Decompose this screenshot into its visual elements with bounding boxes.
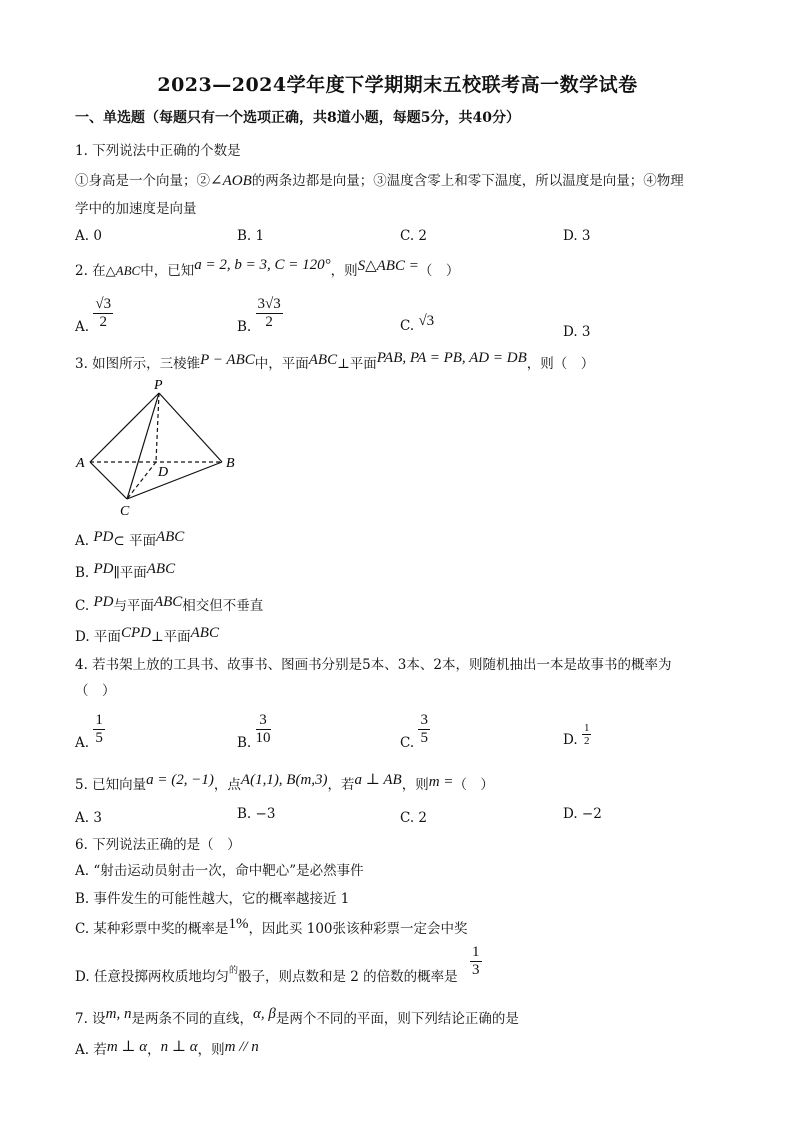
q2-area: S△ABC = (357, 258, 419, 274)
q4-d-fraction (582, 722, 592, 747)
q7-a-m3: m // n (224, 1039, 259, 1055)
q6-c-percent: 1% (228, 916, 249, 932)
q6-d-mid: 骰子，则点数和是 2 的倍数的概率是 (237, 969, 458, 985)
q5-perp: a ⊥ AB (354, 772, 402, 788)
q4-a-label: A. (75, 735, 90, 751)
q3-c-m2: ABC (153, 594, 183, 610)
q6-c-pre: C. 某种彩票中奖的概率是 (75, 921, 229, 937)
q7-option-a (75, 1041, 259, 1059)
q3-a-pre: A. (75, 533, 94, 549)
q3-a-m2: ABC (155, 529, 185, 545)
q6-d-pre: D. 任意投掷两枚质地均匀 (75, 969, 229, 985)
q5-option-c: C. 2 (400, 810, 428, 826)
label-p: P (154, 378, 163, 393)
q5-points: A(1,1), B(m,3) (240, 772, 328, 788)
q1-text-b: 的两条边都是向量；③温度含零上和零下温度，所以温度是向量；④物理 (251, 173, 684, 189)
q5-stem (75, 772, 494, 794)
q1-option-c: C. 2 (400, 228, 428, 244)
q7-a-pre: A. 若 (75, 1042, 107, 1058)
q3-d-m2: ABC (190, 625, 219, 641)
q4-c-label: C. (400, 735, 415, 751)
q4-c-num: 3 (420, 712, 428, 728)
q3-option-b (75, 561, 176, 582)
q1-text-a: ①身高是一个向量；② (75, 173, 210, 189)
label-a: A (76, 456, 85, 471)
q4-d-num: 1 (583, 722, 590, 734)
q3-c-post: 相交但不垂直 (182, 598, 264, 614)
q7-a-m1: m ⊥ α (106, 1039, 148, 1055)
q4-option-d (563, 722, 591, 747)
q2-b-den: 2 (265, 314, 273, 330)
q1-option-b: B. 1 (237, 228, 265, 244)
q3-option-d (75, 625, 219, 646)
q3-option-c (75, 594, 264, 615)
q7-a-then: ，则 (197, 1042, 225, 1058)
q2-option-d: D. 3 (563, 324, 591, 340)
q1-angle: ∠AOB (210, 173, 252, 189)
q6-d-den: 3 (472, 962, 480, 978)
q7-alpha-beta: α, β (253, 1006, 276, 1022)
label-d: D (158, 465, 169, 480)
q4-option-a (75, 712, 105, 751)
q2-a-label: A. (75, 319, 90, 335)
q3-a-txt: ⊂ 平面 (113, 533, 156, 549)
q7-pre: 7. 设 (75, 1011, 106, 1027)
q3-c-txt: 与平面 (113, 598, 154, 614)
q3-option-a (75, 529, 185, 550)
q6-d-num: 1 (472, 944, 480, 960)
q2-option-c (400, 313, 435, 335)
q2-b-fraction (256, 296, 283, 331)
q4-option-b (237, 712, 271, 751)
q2-a-den: 2 (99, 314, 107, 330)
q4-option-c (400, 712, 430, 751)
q6-c-post: ，因此买 100张该种彩票一定会中奖 (248, 921, 468, 937)
q5-mid2: ，若 (327, 777, 355, 793)
q4-d-label: D. (563, 732, 578, 748)
q2-b-label: B. (237, 319, 252, 335)
edge-ac (90, 462, 127, 499)
q3-stem (75, 350, 595, 373)
q1-line3: 学中的加速度是向量 (75, 201, 197, 217)
q2-option-a (75, 296, 113, 335)
q4-a-fraction (93, 712, 105, 747)
q6-option-b: B. 事件发生的可能性越大，它的概率越接近 1 (75, 891, 350, 907)
q2-condition: a = 2, b = 3, C = 120° (194, 257, 331, 273)
q3-c-m1: PD (93, 594, 114, 610)
q7-post: 是两个不同的平面，则下列结论正确的是 (275, 1011, 519, 1027)
page-title: 2023—2024学年度下学期期末五校联考高一数学试卷 (157, 74, 638, 96)
q3-post: ，则（ ） (526, 356, 595, 372)
q5-option-d: D. −2 (563, 806, 602, 822)
q4-stem: 4. 若书架上放的工具书、故事书、图画书分别是5本、3本、2本，则随机抽出一本是故事书的概率为 (75, 657, 672, 673)
q2-a-fraction (93, 296, 113, 331)
q2-c-label: C. (400, 318, 415, 334)
q4-d-den: 2 (583, 735, 590, 747)
q2-stem (75, 257, 460, 280)
q7-mid: 是两条不同的直线， (131, 1011, 254, 1027)
q3-b-m2: ABC (146, 561, 176, 577)
q6-d-fraction (470, 944, 482, 979)
q6-option-a: A. “射击运动员射击一次，命中靶心”是必然事件 (75, 863, 364, 879)
q4-b-label: B. (237, 735, 252, 751)
q3-perp: ⊥平面 (337, 356, 377, 372)
q7-mn: m, n (105, 1006, 132, 1022)
q2-post: ，则 (330, 263, 358, 279)
q7-a-m2: n ⊥ α (160, 1039, 198, 1055)
q3-c-pre: C. (75, 598, 94, 614)
q6-d-small: 的 (228, 966, 238, 976)
q3-b-txt: ∥平面 (113, 565, 147, 581)
q6-d-fraction-wrap (470, 944, 482, 979)
q5-mid1: ，点 (213, 777, 241, 793)
q6-option-c (75, 916, 468, 938)
q3-condition: PAB, PA = PB, AD = DB (376, 350, 527, 366)
q5-pre: 5. 已知向量 (75, 777, 147, 793)
q2-mid: 中，已知 (140, 263, 195, 279)
q3-mid: 中，平面 (254, 356, 309, 372)
q3-pre: 3. 如图所示，三棱锥 (75, 356, 201, 372)
q3-d-m1: CPD (120, 625, 151, 641)
q4-b-num: 3 (256, 712, 271, 730)
q3-b-m1: PD (93, 561, 114, 577)
q4-b-fraction (256, 712, 271, 747)
q2-c-value: √3 (418, 313, 435, 329)
q1-option-a: A. 0 (75, 228, 102, 244)
q6-option-d (75, 968, 458, 988)
q3-d-txt: ⊥平面 (150, 629, 191, 645)
q1-stem: 1. 下列说法中正确的个数是 (75, 143, 241, 159)
q2-a-num: √3 (95, 296, 112, 312)
section-heading: 一、单选题（每题只有一个选项正确，共8道小题，每题5分，共40分） (75, 110, 520, 126)
label-b: B (226, 456, 235, 471)
q5-vector: a = (2, −1) (146, 772, 214, 788)
q3-plane: ABC (308, 352, 338, 368)
q7-a-sep: ， (147, 1042, 161, 1058)
q5-option-b: B. −3 (237, 806, 276, 822)
q5-option-a: A. 3 (75, 810, 102, 826)
edge-pb (159, 393, 222, 462)
q4-c-den: 5 (420, 730, 428, 746)
q2-paren: （ ） (418, 263, 460, 279)
q1-option-d: D. 3 (563, 228, 591, 244)
pyramid-figure (72, 375, 242, 520)
q3-d-pre: D. 平面 (75, 629, 121, 645)
q5-paren: （ ） (453, 777, 494, 793)
q4-a-den: 5 (95, 730, 103, 746)
label-c: C (120, 504, 130, 519)
q2-triangle: △ABC (105, 263, 141, 278)
q4-a-num: 1 (95, 712, 103, 728)
q4-paren: （ ） (75, 683, 116, 699)
q7-stem (75, 1006, 519, 1028)
q3-pyramid: P − ABC (200, 352, 255, 368)
q3-a-m1: PD (93, 529, 114, 545)
q4-b-den: 10 (255, 730, 271, 746)
q2-b-num: 3√3 (257, 296, 281, 312)
q1-line2 (75, 172, 684, 190)
q4-c-fraction (418, 712, 430, 747)
q3-b-pre: B. (75, 565, 94, 581)
q2-option-b (237, 296, 283, 335)
q5-m: m = (428, 774, 454, 790)
q2-pre: 2. 在 (75, 263, 106, 279)
q5-mid3: ，则 (401, 777, 429, 793)
q6-stem: 6. 下列说法正确的是（ ） (75, 837, 241, 853)
